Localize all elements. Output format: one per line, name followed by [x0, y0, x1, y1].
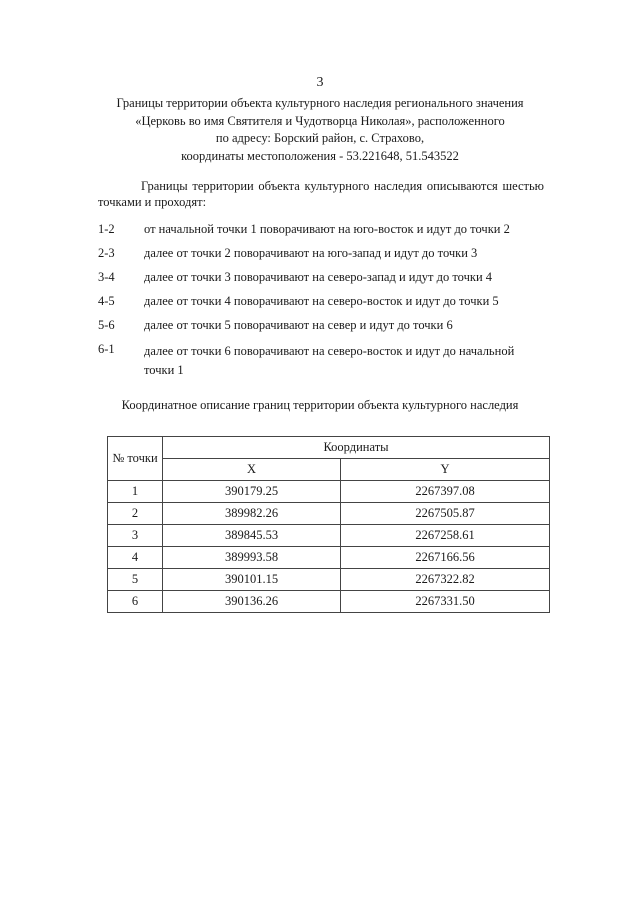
point-number-cell: 5 [108, 569, 163, 591]
point-column-header: № точки [108, 437, 163, 481]
step-text: далее от точки 5 поворачивают на север и идут до точки 6 [144, 318, 453, 332]
x-coordinate-cell: 390101.15 [163, 569, 341, 591]
list-item [98, 318, 548, 342]
y-coordinate-cell: 2267505.87 [341, 503, 550, 525]
table-row [108, 525, 550, 547]
x-coordinate-cell: 389993.58 [163, 547, 341, 569]
point-number-cell: 1 [108, 481, 163, 503]
point-number-cell: 3 [108, 525, 163, 547]
point-number-cell: 6 [108, 591, 163, 613]
x-coordinate-cell: 389845.53 [163, 525, 341, 547]
list-item [98, 342, 548, 378]
list-item [98, 270, 548, 294]
boundary-steps-list [98, 222, 548, 378]
table-header-row [108, 437, 550, 459]
x-coordinate-cell: 390136.26 [163, 591, 341, 613]
page-number: 3 [316, 75, 324, 90]
step-text: от начальной точки 1 поворачивают на юго-восток и идут до точки 2 [144, 222, 510, 236]
coordinates-heading: Координатное описание границ территории объекта культурного наследия [121, 398, 519, 412]
y-coordinate-cell: 2267322.82 [341, 569, 550, 591]
coordinates-table [107, 436, 550, 613]
step-code: 5-6 [98, 318, 115, 332]
step-code: 3-4 [98, 270, 115, 284]
list-item [98, 222, 548, 246]
title-line: по адресу: Борский район, с. Страхово, [215, 131, 425, 145]
table-row [108, 503, 550, 525]
step-text: далее от точки 4 поворачивают на северо-восток и идут до точки 5 [144, 294, 499, 308]
step-code: 1-2 [98, 222, 115, 236]
table-row [108, 547, 550, 569]
title-line: координаты местоположения - 53.221648, 51.543522 [181, 148, 459, 163]
document-title [0, 95, 640, 165]
step-code: 4-5 [98, 294, 115, 308]
table-header-row [108, 459, 550, 481]
y-column-header: Y [341, 459, 550, 481]
list-item [98, 294, 548, 318]
list-item [98, 246, 548, 270]
y-coordinate-cell: 2267397.08 [341, 481, 550, 503]
coordinates-column-header: Координаты [163, 437, 550, 459]
title-line: «Церковь во имя Святителя и Чудотворца Николая», расположенного [135, 113, 505, 128]
title-line: Границы территории объекта культурного наследия регионального значения [116, 96, 524, 110]
y-coordinate-cell: 2267166.56 [341, 547, 550, 569]
x-coordinate-cell: 390179.25 [163, 481, 341, 503]
point-number-cell: 4 [108, 547, 163, 569]
step-code: 2-3 [98, 246, 115, 260]
table-row [108, 569, 550, 591]
intro-paragraph: Границы территории объекта культурного наследия описываются шестью точками и проходят: [98, 179, 544, 209]
y-coordinate-cell: 2267258.61 [341, 525, 550, 547]
y-coordinate-cell: 2267331.50 [341, 591, 550, 613]
table-row [108, 481, 550, 503]
step-text: далее от точки 3 поворачивают на северо-запад и идут до точки 4 [144, 270, 493, 284]
point-number-cell: 2 [108, 503, 163, 525]
step-text: далее от точки 2 поворачивают на юго-запад и идут до точки 3 [144, 246, 478, 260]
x-coordinate-cell: 389982.26 [163, 503, 341, 525]
x-column-header: X [163, 459, 341, 481]
step-text: далее от точки 6 поворачивают на северо-восток и идут до начальной точки 1 [144, 344, 515, 377]
step-code: 6-1 [98, 342, 115, 356]
table-row [108, 591, 550, 613]
